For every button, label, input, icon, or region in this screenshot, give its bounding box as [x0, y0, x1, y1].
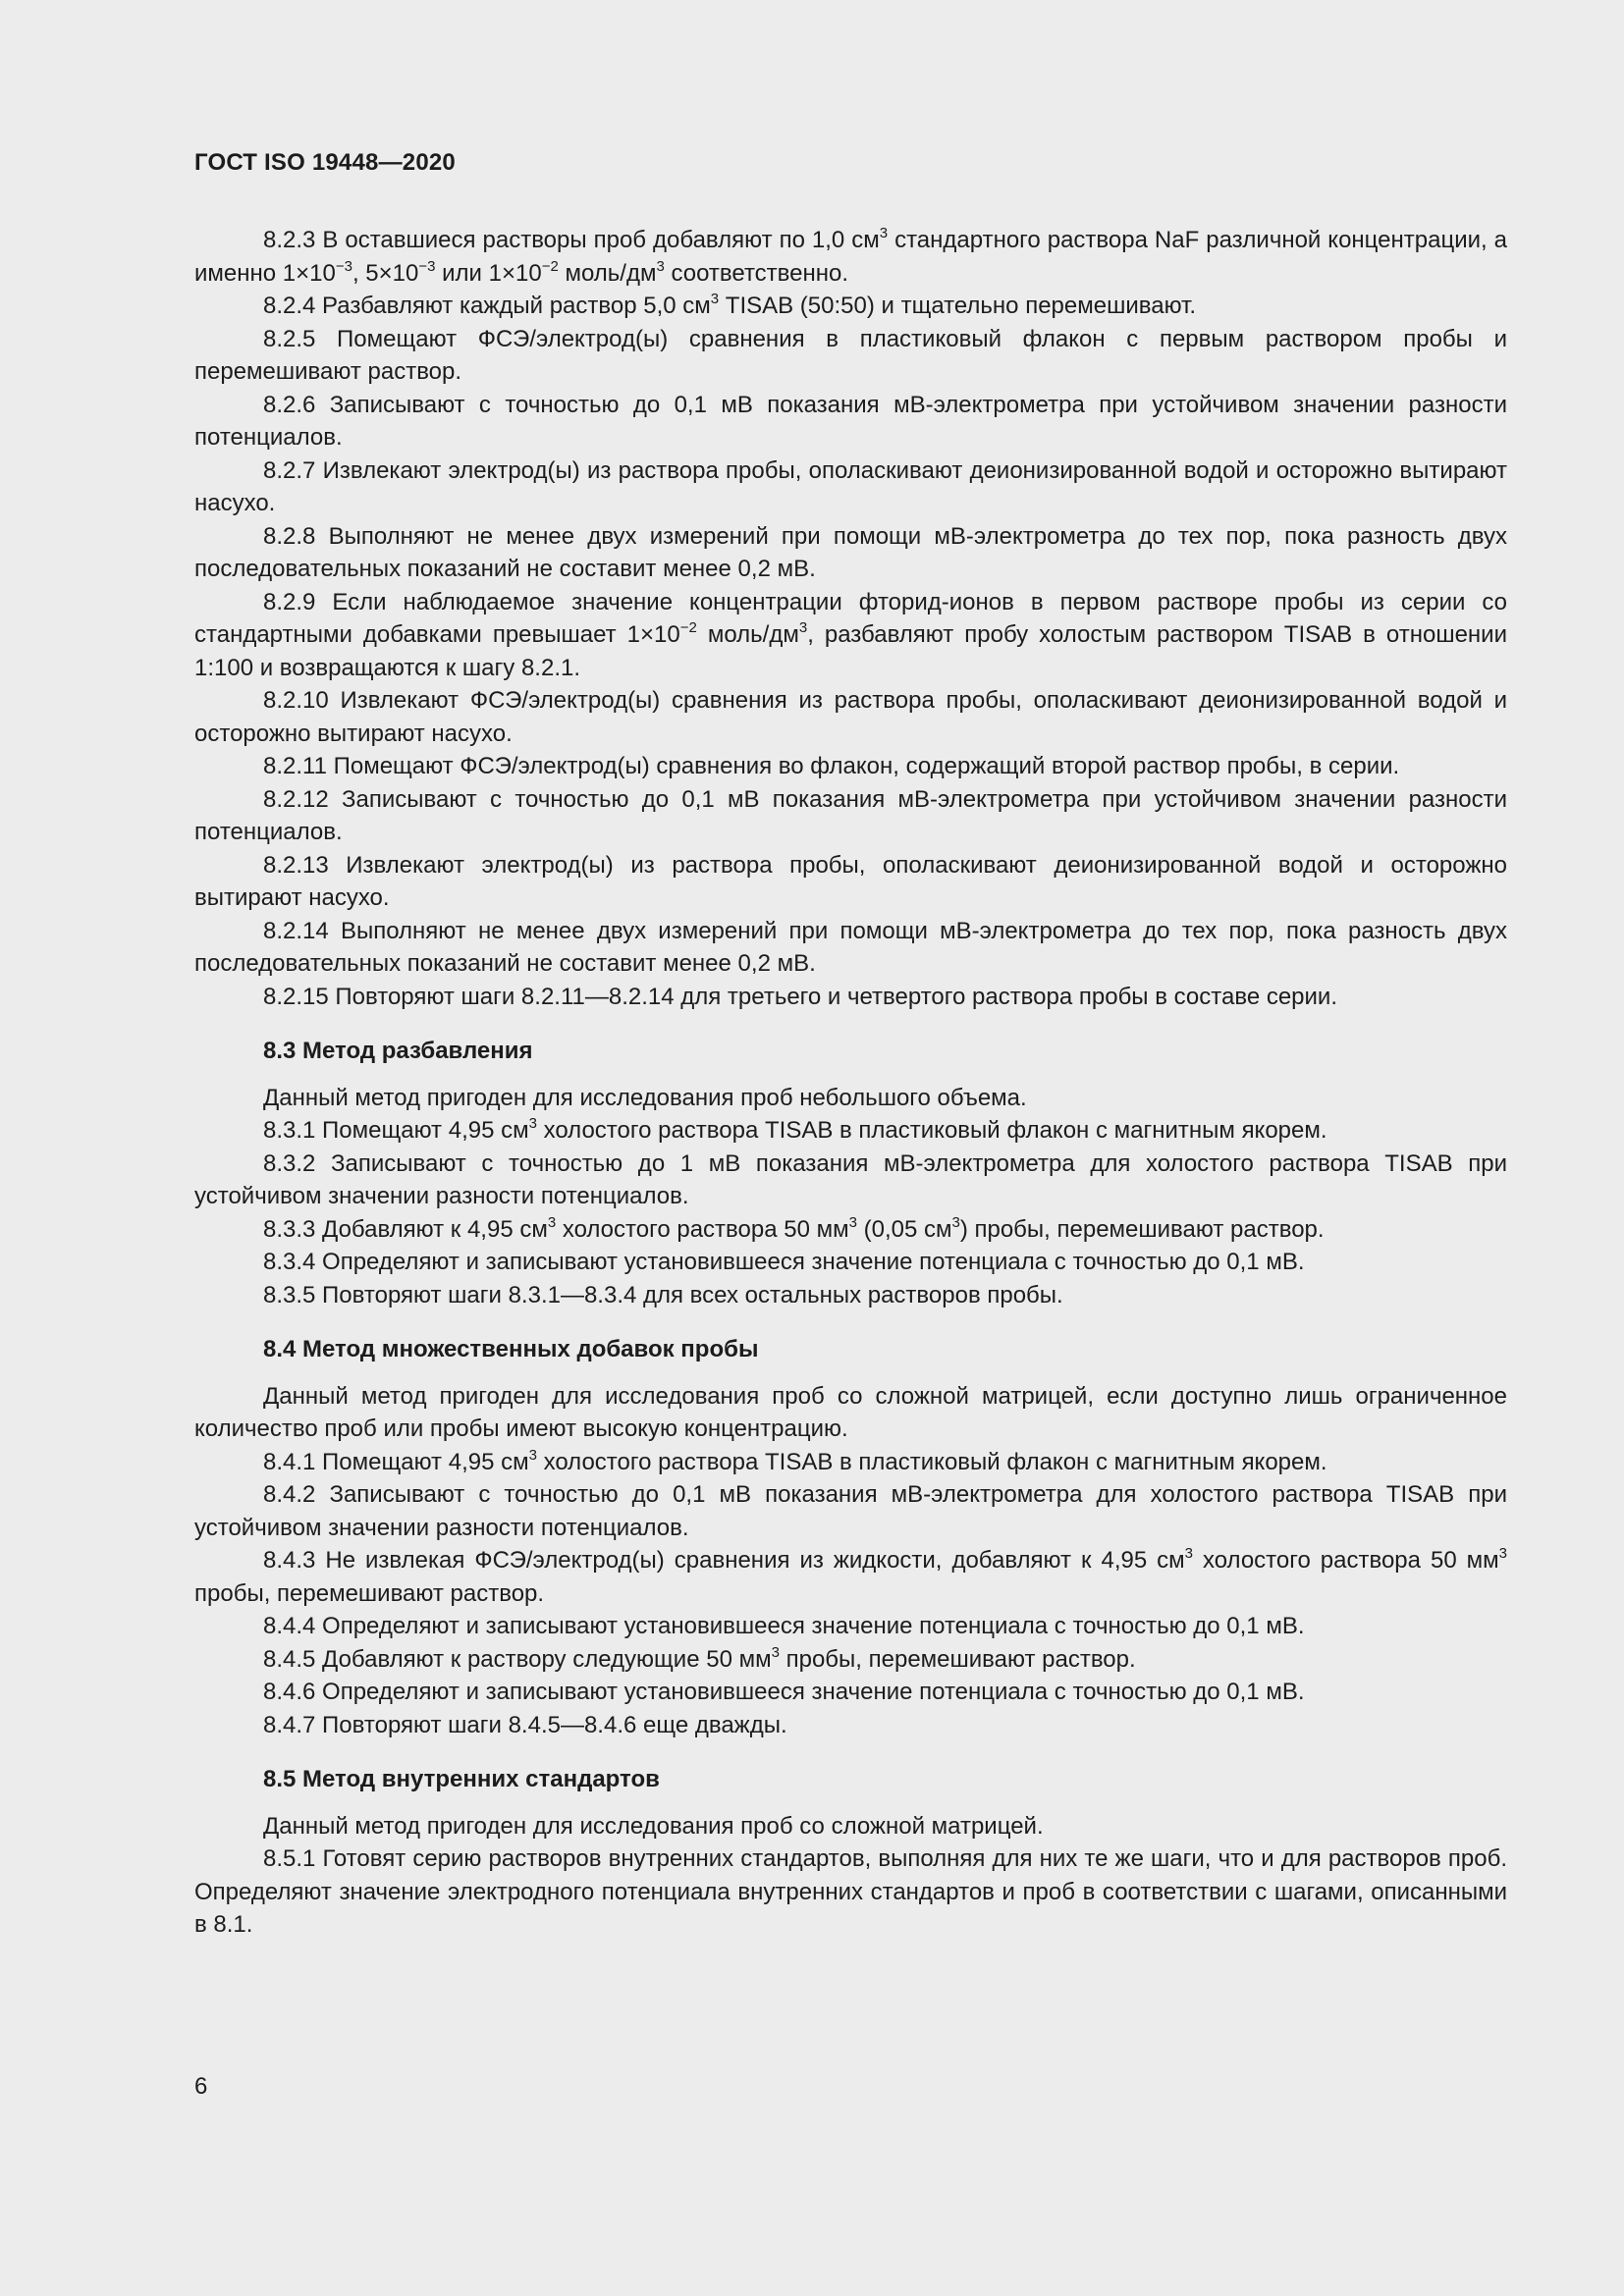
paragraph-8-3-4: 8.3.4 Определяют и записывают установившееся значение потенциала с точностью до 0,1 мВ.	[263, 1249, 1305, 1275]
paragraph-8-2-13: 8.2.13 Извлекают электрод(ы) из раствора пробы, ополаскивают деионизированной водой и осторожно вытирают насухо.	[194, 851, 1507, 911]
paragraph-8-2-9: 8.2.9 Если наблюдаемое значение концентрации фторид-ионов в первом растворе пробы из серии со стандартными добавками превышает $1\times 10^{-2}$ моль/$дм^3$, разбавляют пробу холостым раствором TISAB в отношении 1:100 и возвращаются к шагу 8.2.1.	[194, 588, 1507, 681]
superscript: −2	[541, 257, 559, 275]
superscript: 3	[951, 1213, 960, 1231]
superscript: 3	[1498, 1545, 1507, 1562]
superscript: 3	[547, 1213, 557, 1231]
superscript: 3	[879, 225, 889, 241]
superscript: 3	[656, 257, 665, 275]
paragraph-8-4-intro: Данный метод пригоден для исследования проб со сложной матрицей, если доступно лишь ограниченное количество проб или пробы имеют высокую концентрацию.	[194, 1382, 1507, 1442]
paragraph-8-2-4: 8.2.4 Разбавляют каждый раствор 5,0 $см^3$ TISAB (50:50) и тщательно перемешивают.	[263, 291, 1197, 319]
paragraph-8-4-1: 8.4.1 Помещают 4,95 $см^3$ холостого раствора TISAB в пластиковый флакон с магнитным якорем.	[263, 1446, 1327, 1475]
section-heading-8-3: 8.3 Метод разбавления	[263, 1038, 533, 1064]
paragraph-8-3-5: 8.3.5 Повторяют шаги 8.3.1—8.3.4 для всех остальных растворов пробы.	[263, 1281, 1063, 1308]
superscript: 3	[710, 291, 720, 307]
superscript: 3	[528, 1446, 537, 1464]
paragraph-8-4-5: 8.4.5 Добавляют к раствору следующие 50 $мм^3$ пробы, перемешивают раствор.	[263, 1643, 1136, 1673]
paragraph-8-2-12: 8.2.12 Записывают с точностью до 0,1 мВ показания мВ-электрометра при устойчивом значении разности потенциалов.	[194, 785, 1507, 845]
superscript: −2	[679, 619, 697, 636]
superscript: 3	[528, 1115, 537, 1132]
superscript: 3	[798, 619, 808, 636]
paragraph-8-3-2: 8.3.2 Записывают с точностью до 1 мВ показания мВ-электрометра для холостого раствора TISAB при устойчивом значении разности потенциалов.	[194, 1149, 1507, 1209]
paragraph-8-3-3: 8.3.3 Добавляют к 4,95 $см^3$ холостого раствора 50 $мм^3$ (0,05 $см^3$) пробы, перемешивают раствор.	[263, 1213, 1325, 1243]
paragraph-8-2-10: 8.2.10 Извлекают ФСЭ/электрод(ы) сравнения из раствора пробы, ополаскивают деионизированной водой и осторожно вытирают насухо.	[194, 687, 1507, 747]
document-header: ГОСТ ISO 19448—2020	[194, 149, 456, 176]
superscript: 3	[771, 1643, 780, 1661]
superscript: −3	[418, 257, 436, 275]
document-body	[194, 224, 1507, 1942]
paragraph-8-2-5: 8.2.5 Помещают ФСЭ/электрод(ы) сравнения в пластиковый флакон с первым раствором пробы и перемешивают раствор.	[194, 325, 1507, 385]
paragraph-8-2-15: 8.2.15 Повторяют шаги 8.2.11—8.2.14 для третьего и четвертого раствора пробы в составе серии.	[263, 983, 1338, 1010]
paragraph-8-2-11: 8.2.11 Помещают ФСЭ/электрод(ы) сравнения во флакон, содержащий второй раствор пробы, в серии.	[263, 753, 1400, 779]
superscript: 3	[848, 1213, 857, 1231]
paragraph-8-4-3: 8.4.3 Не извлекая ФСЭ/электрод(ы) сравнения из жидкости, добавляют к 4,95 $см^3$ холостого раствора 50 $мм^3$ пробы, перемешивают раствор.	[194, 1545, 1507, 1607]
section-heading-8-4: 8.4 Метод множественных добавок пробы	[263, 1336, 759, 1362]
paragraph-8-2-7: 8.2.7 Извлекают электрод(ы) из раствора пробы, ополаскивают деионизированной водой и осторожно вытирают насухо.	[194, 456, 1507, 516]
paragraph-8-3-intro: Данный метод пригоден для исследования проб небольшого объема.	[263, 1084, 1027, 1111]
paragraph-8-2-3: 8.2.3 В оставшиеся растворы проб добавляют по 1,0 $см^3$ стандартного раствора NaF различной концентрации, а именно $1\times 10^{-3}$, $5\times 10^{-3}$ или $1\times 10^{-2}$ моль/$дм^3$ соответственно.	[194, 225, 1508, 287]
paragraph-8-5-intro: Данный метод пригоден для исследования проб со сложной матрицей.	[263, 1812, 1044, 1840]
paragraph-8-2-14: 8.2.14 Выполняют не менее двух измерений при помощи мВ-электрометра до тех пор, пока разность двух последовательных показаний не составит менее 0,2 мВ.	[194, 917, 1507, 977]
paragraph-8-5-1: 8.5.1 Готовят серию растворов внутренних стандартов, выполняя для них те же шаги, что и для растворов проб. Определяют значение электродного потенциала внутренних стандартов и проб в соответствии с шагами, описанными в 8.1.	[194, 1845, 1507, 1938]
section-heading-8-5: 8.5 Метод внутренних стандартов	[263, 1766, 660, 1792]
superscript: −3	[335, 257, 352, 275]
page-number: 6	[194, 2073, 208, 2100]
paragraph-8-2-6: 8.2.6 Записывают с точностью до 0,1 мВ показания мВ-электрометра при устойчивом значении разности потенциалов.	[194, 391, 1507, 451]
paragraph-8-4-6: 8.4.6 Определяют и записывают установившееся значение потенциала с точностью до 0,1 мВ.	[263, 1679, 1305, 1705]
paragraph-8-3-1: 8.3.1 Помещают 4,95 $см^3$ холостого раствора TISAB в пластиковый флакон с магнитным якорем.	[263, 1115, 1327, 1144]
superscript: 3	[1184, 1545, 1194, 1562]
paragraph-8-4-7: 8.4.7 Повторяют шаги 8.4.5—8.4.6 еще дважды.	[263, 1711, 787, 1738]
paragraph-8-2-8: 8.2.8 Выполняют не менее двух измерений при помощи мВ-электрометра до тех пор, пока разность двух последовательных показаний не составит менее 0,2 мВ.	[194, 522, 1507, 582]
paragraph-8-4-4: 8.4.4 Определяют и записывают установившееся значение потенциала с точностью до 0,1 мВ.	[263, 1613, 1305, 1639]
paragraph-8-4-2: 8.4.2 Записывают с точностью до 0,1 мВ показания мВ-электрометра для холостого раствора TISAB при устойчивом значении разности потенциалов.	[194, 1481, 1507, 1541]
